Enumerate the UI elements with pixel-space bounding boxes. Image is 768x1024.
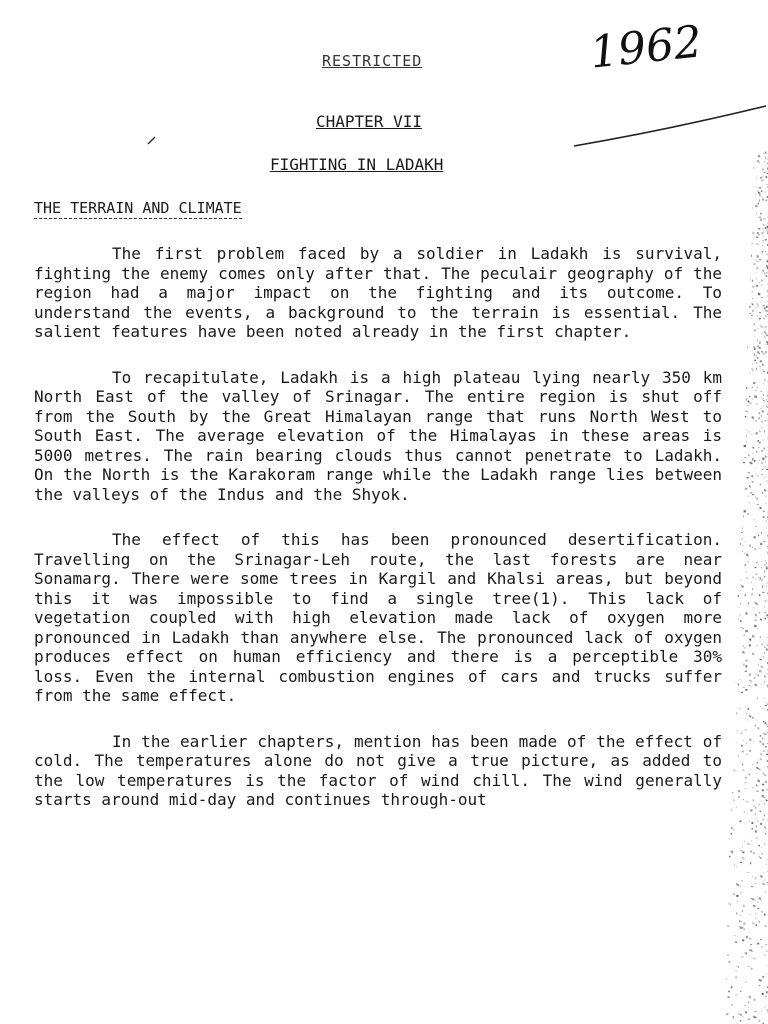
handwritten-stroke-mark bbox=[572, 100, 768, 150]
body-text bbox=[34, 244, 722, 836]
classification-marking: RESTRICTED bbox=[322, 52, 423, 70]
chapter-title: FIGHTING IN LADAKH bbox=[270, 155, 444, 174]
scan-edge-noise bbox=[722, 150, 768, 1024]
paragraph: The first problem faced by a soldier in Ladakh is survival, fighting the enemy comes only after that. The peculair geography of the region had a major impact on the fighting and its outcome. To understand the events, a background to the terrain is essential. The salient features have been noted already in the first chapter. bbox=[34, 244, 722, 341]
section-heading: THE TERRAIN AND CLIMATE bbox=[34, 199, 242, 217]
handwritten-year-annotation: 1962 bbox=[587, 16, 705, 79]
paragraph: The effect of this has been pronounced desertification. Travelling on the Srinagar-Leh route, the last forests are near Sonamarg. There were some trees in Kargil and Khalsi areas, but beyond this it was impossible to find a single tree(1). This lack of vegetation coupled with high elevation made lack of oxygen more pronounced in Ladakh than anywhere else. The pronounced lack of oxygen produces effect on human efficiency and there is a perceptible 30% loss. Even the internal combustion engines of cars and trucks suffer from the same effect. bbox=[34, 530, 722, 705]
paragraph: To recapitulate, Ladakh is a high plateau lying nearly 350 km North East of the valley of Srinagar. The entire region is shut off from the South by the Great Himalayan range that runs North West to South East. The average elevation of the Himalayas in these areas is 5000 metres. The rain bearing clouds thus cannot penetrate to Ladakh. On the North is the Karakoram range while the Ladakh range lies between the valleys of the Indus and the Shyok. bbox=[34, 367, 722, 504]
chapter-heading: CHAPTER VII bbox=[316, 112, 422, 131]
paragraph: In the earlier chapters, mention has been made of the effect of cold. The temperatures alone do not give a true picture, as added to the low temperatures is the factor of wind chill. The wind generally starts around mid-day and continues through-out bbox=[34, 731, 722, 809]
stray-ink-mark bbox=[146, 134, 158, 146]
